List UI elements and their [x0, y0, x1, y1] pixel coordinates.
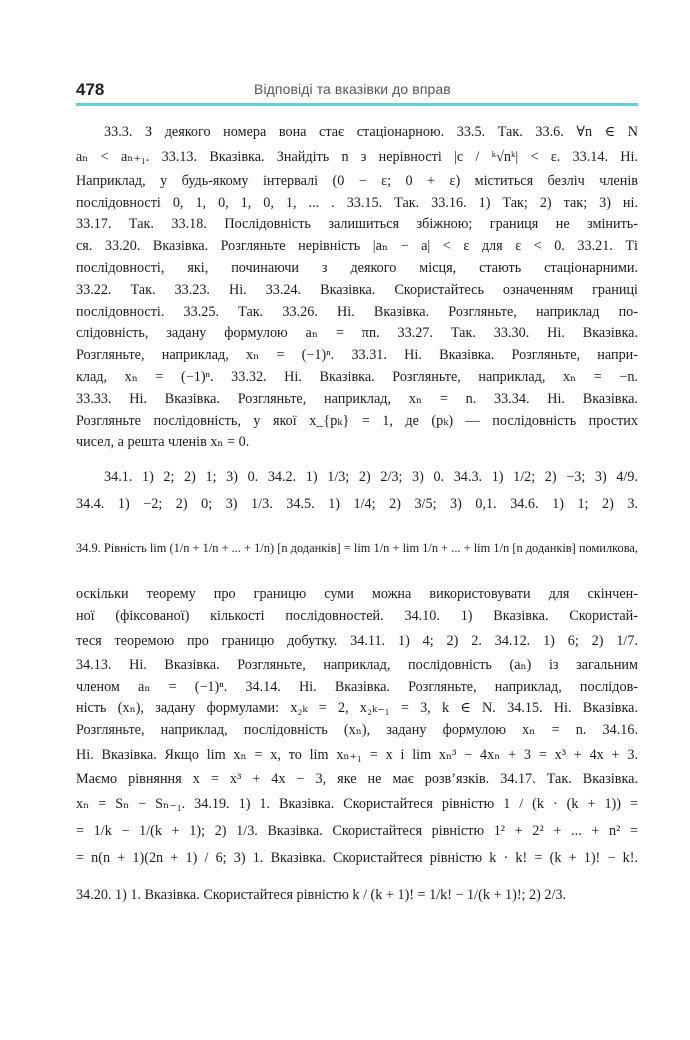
text-line: слідовність, задану формулою aₙ = πn. 33.27. Так. 33.30. Ні. Вказівка. — [76, 325, 638, 342]
answers-text — [76, 122, 638, 909]
text-line: Розгляньте, наприклад, xₙ = (−1)ⁿ. 33.31. Ні. Вказівка. Розгляньте, напри- — [76, 347, 638, 364]
text-line: 34.13. Ні. Вказівка. Розгляньте, наприклад, послідовність (aₙ) із загальним — [76, 656, 638, 673]
text-line: ної (фіксованої) кількості послідовностей. 34.10. 1) Вказівка. Скористай- — [76, 607, 638, 624]
text-line: aₙ < aₙ₊₁. 33.13. Вказівка. Знайдіть n з нерівності |c / ᵏ√nᵏ| < ε. 33.14. Ні. — [76, 148, 638, 165]
text-line: 34.9. Рівність lim (1/n + 1/n + ... + 1/n) [n доданків] = lim 1/n + lim 1/n + ... + lim 1/n [n доданків] помилкова, — [76, 541, 638, 556]
text-line: Розгляньте, наприклад, послідовність (xₙ), задану формулою xₙ = n. 34.16. — [76, 722, 638, 739]
text-line: 33.22. Так. 33.23. Ні. 33.24. Вказівка. Скористайтесь означенням границі — [76, 281, 638, 298]
text-line: ність (xₙ), задану формулами: x₂ₖ = 2, x₂ₖ₋₁ = 3, k ∈ N. 34.15. Ні. Вказівка. — [76, 700, 638, 717]
text-line: ся. 33.20. Вказівка. Розгляньте нерівність |aₙ − a| < ε для ε < 0. 33.21. Ті — [76, 238, 638, 255]
text-line: 33.3. З деякого номера вона стає стаціонарною. 33.5. Так. 33.6. ∀n ∈ N — [104, 124, 638, 140]
text-line: xₙ = Sₙ − Sₙ₋₁. 34.19. 1) 1. Вказівка. Скористайтеся рівністю 1 / (k · (k + 1)) = — [76, 795, 638, 812]
text-line: оскільки теорему про границю суми можна використовувати для скінчен- — [76, 586, 638, 603]
running-head: Відповіді та вказівки до вправ — [254, 81, 451, 97]
text-line: послідовності, які, починаючи з деякого місця, стають стаціонарними. — [76, 259, 638, 276]
text-line: = 1/k − 1/(k + 1); 2) 1/3. Вказівка. Скористайтеся рівністю 1² + 2² + ... + n² = — [76, 822, 638, 839]
text-line: чисел, а решта членів xₙ = 0. — [76, 434, 250, 451]
text-line: членом aₙ = (−1)ⁿ. 34.14. Ні. Вказівка. Розгляньте, наприклад, послідов- — [76, 678, 638, 695]
text-line: 34.1. 1) 2; 2) 1; 3) 0. 34.2. 1) 1/3; 2) 2/3; 3) 0. 34.3. 1) 1/2; 2) −3; 3) 4/9. — [104, 469, 638, 486]
page-number: 478 — [76, 80, 105, 99]
text-line: Розгляньте послідовність, у якої x_{pₖ} = 1, де (pₖ) — послідовність простих — [76, 412, 638, 429]
header-rule — [76, 103, 638, 106]
text-line: = n(n + 1)(2n + 1) / 6; 3) 1. Вказівка. Скористайтеся рівністю k · k! = (k + 1)! − k!. — [76, 849, 638, 866]
text-line: послідовності. 33.25. Так. 33.26. Ні. Вказівка. Розгляньте, наприклад по- — [76, 303, 638, 320]
page-header — [76, 78, 638, 104]
text-line: теся теоремою про границю добутку. 34.11. 1) 4; 2) 2. 34.12. 1) 6; 2) 1/7. — [76, 632, 638, 649]
text-line: 34.20. 1) 1. Вказівка. Скористайтеся рівністю k / (k + 1)! = 1/k! − 1/(k + 1)!; 2) 2/3. — [76, 886, 567, 903]
text-line: 34.4. 1) −2; 2) 0; 3) 1/3. 34.5. 1) 1/4; 2) 3/5; 3) 0,1. 34.6. 1) 1; 2) 3. — [76, 496, 638, 513]
text-line: 33.17. Так. 33.18. Послідовність залишиться збіжною; границя не змінить- — [76, 216, 638, 233]
text-line: послідовності 0, 1, 0, 1, 0, 1, ... . 33.15. Так. 33.16. 1) Так; 2) так; 3) ні. — [76, 194, 638, 211]
text-line: Ні. Вказівка. Якщо lim xₙ = x, то lim xₙ₊₁ = x і lim xₙ³ − 4xₙ + 3 = x³ + 4x + 3. — [76, 746, 638, 763]
text-line: Маємо рівняння x = x³ + 4x − 3, яке не має розв’язків. 34.17. Так. Вказівка. — [76, 770, 638, 787]
text-line: клад, xₙ = (−1)ⁿ. 33.32. Ні. Вказівка. Розгляньте, наприклад, xₙ = −n. — [76, 368, 638, 385]
text-line: Наприклад, у будь-якому інтервалі (0 − ε; 0 + ε) міститься безліч членів — [76, 172, 638, 189]
text-line: 33.33. Ні. Вказівка. Розгляньте, наприклад, xₙ = n. 33.34. Ні. Вказівка. — [76, 390, 638, 407]
